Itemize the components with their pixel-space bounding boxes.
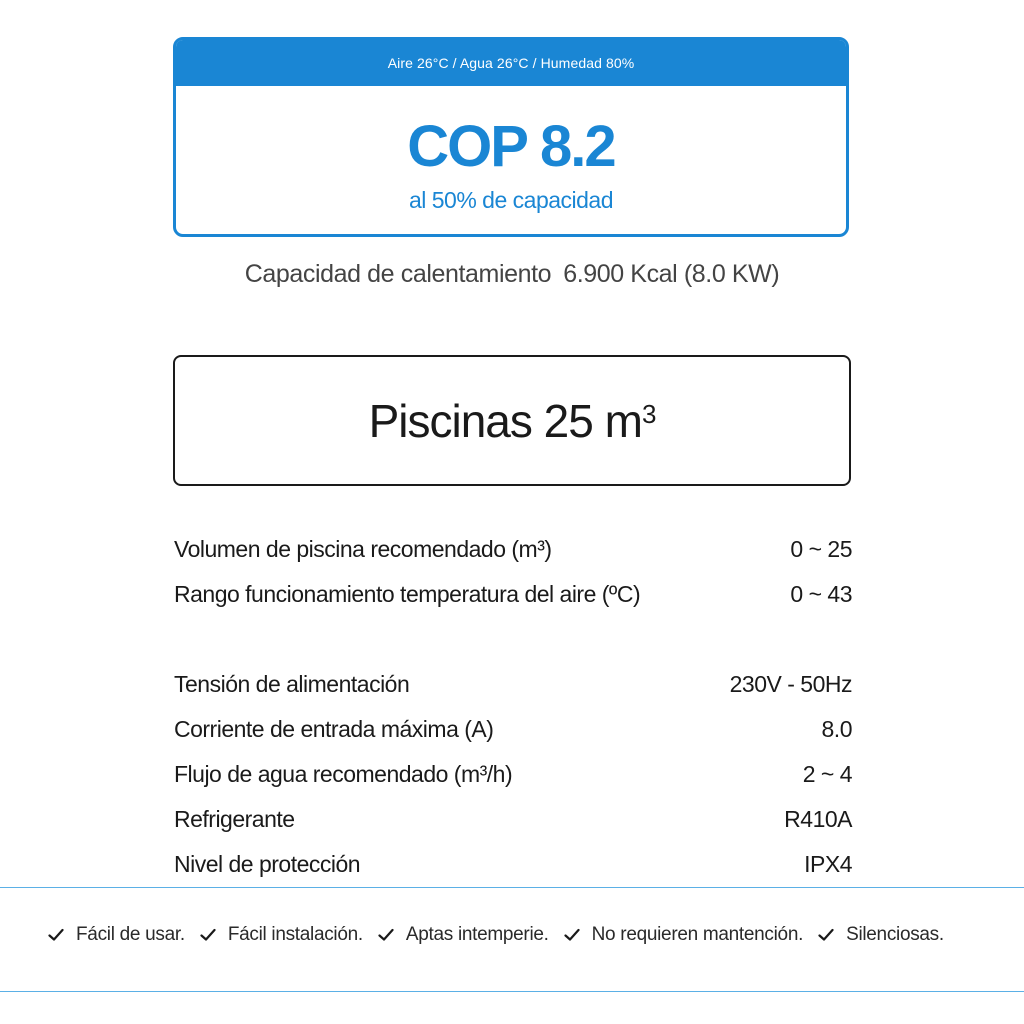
feature-item bbox=[200, 924, 363, 946]
pool-size-box bbox=[173, 355, 851, 486]
spec-value: 230V - 50Hz bbox=[729, 671, 852, 697]
spec-value: R410A bbox=[784, 806, 852, 832]
spec-label: Tensión de alimentación bbox=[174, 671, 410, 697]
feature-label: Fácil de usar. bbox=[76, 924, 185, 945]
divider-top bbox=[0, 887, 1024, 888]
spec-value: 8.0 bbox=[821, 716, 852, 742]
spec-row bbox=[174, 797, 852, 842]
spec-label: Refrigerante bbox=[174, 806, 295, 832]
spec-label: Flujo de agua recomendado (m³/h) bbox=[174, 761, 513, 787]
specs-group-2 bbox=[174, 662, 852, 887]
spec-row bbox=[174, 752, 852, 797]
pool-size-text: Piscinas 25 m bbox=[368, 394, 642, 447]
divider-bottom bbox=[0, 991, 1024, 992]
feature-item bbox=[818, 924, 944, 946]
check-icon bbox=[818, 928, 834, 942]
cop-card bbox=[173, 37, 849, 237]
feature-item bbox=[378, 924, 549, 946]
specs-group-1 bbox=[174, 527, 852, 617]
feature-label: Fácil instalación. bbox=[227, 924, 363, 945]
features-list bbox=[48, 924, 944, 946]
heating-capacity-value: 6.900 Kcal (8.0 KW) bbox=[563, 260, 780, 288]
heating-capacity bbox=[0, 260, 1024, 289]
check-icon bbox=[48, 928, 64, 942]
spec-label: Corriente de entrada máxima (A) bbox=[174, 716, 494, 742]
spec-row bbox=[174, 707, 852, 752]
feature-label: Silenciosas. bbox=[846, 924, 944, 945]
cop-title: COP 8.2 bbox=[407, 114, 615, 179]
spec-value: 0 ~ 25 bbox=[790, 536, 852, 562]
spec-row bbox=[174, 527, 852, 572]
spec-label: Rango funcionamiento temperatura del aire (ºC) bbox=[174, 581, 641, 607]
heating-capacity-label: Capacidad de calentamiento bbox=[244, 260, 552, 288]
check-icon bbox=[564, 928, 580, 942]
spec-value: 0 ~ 43 bbox=[790, 581, 852, 607]
spec-row bbox=[174, 842, 852, 887]
cop-subtitle: al 50% de capacidad bbox=[408, 187, 614, 213]
spec-value: IPX4 bbox=[804, 851, 852, 877]
spec-label: Nivel de protección bbox=[174, 851, 361, 877]
spec-row bbox=[174, 662, 852, 707]
feature-item bbox=[564, 924, 803, 946]
spec-label: Volumen de piscina recomendado (m³) bbox=[174, 536, 552, 562]
check-icon bbox=[200, 928, 216, 942]
check-icon bbox=[378, 928, 394, 942]
spec-value: 2 ~ 4 bbox=[802, 761, 852, 787]
feature-label: No requieren mantención. bbox=[591, 924, 804, 945]
spec-row bbox=[174, 572, 852, 617]
cop-conditions-header: Aire 26°C / Agua 26°C / Humedad 80% bbox=[176, 40, 846, 86]
pool-size-superscript: 3 bbox=[641, 399, 656, 429]
feature-label: Aptas intemperie. bbox=[405, 924, 549, 945]
feature-item bbox=[48, 924, 185, 946]
